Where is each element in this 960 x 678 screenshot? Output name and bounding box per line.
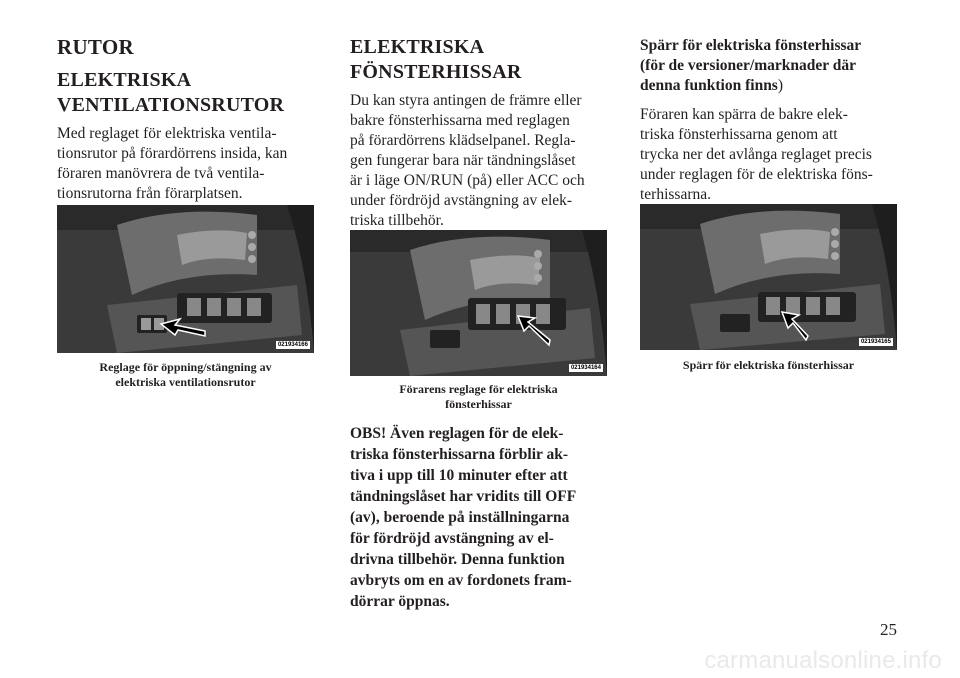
figure-photo-window-lock — [640, 204, 897, 350]
figure-photo-window-controls — [350, 230, 607, 376]
figure-code: 021934166 — [277, 342, 308, 348]
heading-sparr — [640, 36, 897, 96]
section-title: RUTOR — [57, 35, 134, 59]
heading-sparr-tail: ) — [777, 77, 784, 94]
figure-caption: Förarens reglage för elektriska fönsterhissar — [399, 382, 558, 411]
figure-caption: Spärr för elektriska fönsterhissar — [682, 358, 855, 372]
heading-ventilationsrutor: ELEKTRISKA VENTILATIONSRUTOR — [57, 69, 285, 116]
figure-caption: Reglage för öppning/stängning av elektriska ventilationsrutor — [99, 360, 272, 389]
watermark: carmanualsonline.info — [704, 647, 942, 674]
note-paragraph: OBS! Även reglagen för de elek- triska fönsterhissarna förblir ak- tiva i upp till 10 minuter efter att tändningslåset har vridits till OFF (av), beroende på inställningarna för fördröjd avstängning av el- drivna tillbehör. Denna funktion avbryts om en av fordonets fram- dörrar öppnas. — [350, 425, 577, 610]
heading-sparr-text: Spärr för elektriska fönsterhissar (för de versioner/marknader där denna funktion finns — [640, 37, 862, 94]
heading-fonsterhissar: ELEKTRISKA FÖNSTERHISSAR — [350, 36, 522, 83]
paragraph-ventilationsrutor: Med reglaget för elektriska ventila- tionsrutor på förardörrens insida, kan föraren manövrera de två ventila- tionsrutorna från förarplatsen. — [57, 125, 288, 202]
paragraph-fonsterhissar: Du kan styra antingen de främre eller bakre fönsterhissarna med reglagen på förardörrens klädselpanel. Regla- gen fungerar bara när tändningslåset är i läge ON/RUN (på) eller ACC och under fördröjd avstängning av elek- triska tillbehör. — [350, 92, 585, 229]
figure-photo-ventilation-controls — [57, 205, 314, 353]
door-panel-illustration — [350, 230, 607, 376]
page-number: 25 — [880, 620, 897, 639]
figure-code: 021934164 — [570, 365, 601, 371]
door-panel-illustration — [640, 204, 897, 350]
figure-code: 021934165 — [860, 339, 891, 345]
paragraph-sparr: Föraren kan spärra de bakre elek- triska fönsterhissarna genom att trycka ner det avlånga reglaget precis under reglagen för de elektriska föns- terhissarna. — [640, 106, 873, 203]
door-panel-illustration — [57, 205, 314, 353]
